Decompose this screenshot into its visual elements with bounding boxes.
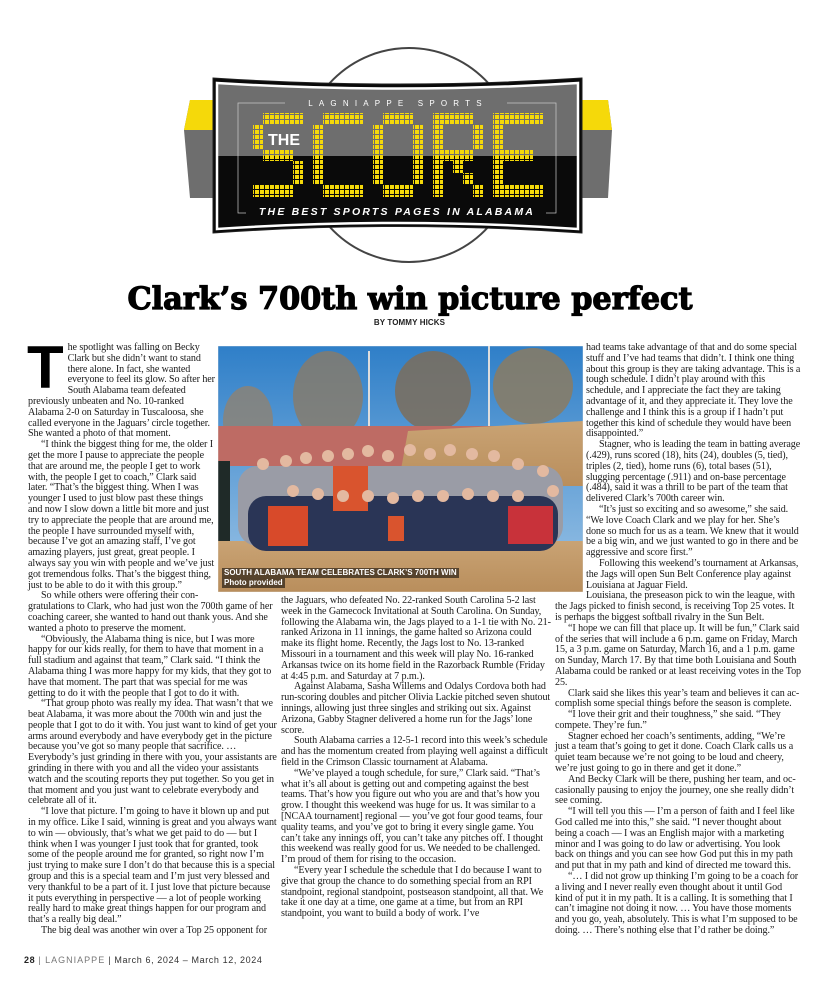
article-column-2 [281,596,551,920]
logo-score-pixel [393,113,403,125]
logo-score-pixel [413,137,423,149]
logo-score-pixel [313,125,323,137]
logo-score-pixel [413,125,423,137]
logo-score-pixel [273,113,283,125]
logo-score-pixel [383,185,393,197]
article-paragraph: Stagner echoed her coach’s sentiments, adding, “We’re just a team that’s going to get it done. Coach Clark calls us a quiet team because we’re not going to be loud and cheery, we’re just going to go in there and get it done.” [555,730,794,775]
logo-score-pixel [453,149,463,161]
logo-score-pixel [433,137,443,149]
logo-score-pixel [513,149,523,161]
logo-score-pixel [443,113,453,125]
logo-score-pixel [493,185,503,197]
logo-score-pixel [513,185,523,197]
logo-score-pixel [473,185,483,197]
logo-score-pixel [393,185,403,197]
logo-score-pixel [343,185,353,197]
logo-score-pixel [373,161,383,173]
article-paragraph: “We’ve played a tough schedule, for sure,” Clark said. “That’s what it’s all about is getting out and competing against the best teams. That’s how you figure out who you are and that’s how you grow. I thought this weekend was huge for us. It was similar to a [NCAA tournament] regional — you’ve got four good teams, four quality teams, and you’ve got to bring it every single game. You can’t take any innings off, you can’t take any pitches off. I thought this weekend was really good for us. We needed to be challenged. I’m proud of them for rising to the occasion. [281,767,544,866]
logo-score-pixel [293,113,303,125]
article-paragraph: “I love that picture. I’m going to have it blown up and put in my office. Like I said, winning is great and you always want to win — obviously, that’s what we get paid to do — but I think when I was younger I just took that for granted, took some of the people around me for granted, so right now I’m just trying to make sure I don’t do that because this is a special group and this is a special team and I’m just very blessed and very thankful to be a part of it. I just love that picture because it puts everything in perspective — a lot of people working really hard to make great things happen for our program and that’s a really big deal.” [28,806,277,926]
drop-cap: T [27,334,64,401]
logo-the-text: THE [268,132,300,149]
logo-score-pixel [273,185,283,197]
logo-score-pixel [503,185,513,197]
logo-score-pixel [283,185,293,197]
logo-score-pixel [433,185,443,197]
logo-score-pixel [523,149,533,161]
logo-score-pixel [373,149,383,161]
logo-score-pixel [353,185,363,197]
logo-score-pixel [353,113,363,125]
logo-score-pixel [433,149,443,161]
logo-score-pixel [403,185,413,197]
article-paragraph: “I think the biggest thing for me, the older I get the more I pause to appreciate the people that are around me, the people I get to work with, the people I get to coach,” Clark said later. “That’s the biggest thing. When I was younger I used to just blow past these things and now I slow down a little bit more and just try to appreciate the people that are around me, the people I have surrounded myself with, because I’ve got an amazing staff, I’ve got amazing players, just great, great people. I always say you win with people and we’ve just got tremendous folks. That’s the biggest thing, just to be able to do it with this group.” [28,439,215,591]
logo-score-pixel [413,161,423,173]
logo-score-pixel [473,125,483,137]
logo-score-pixel [493,173,503,185]
logo-score-pixel [473,137,483,149]
article-paragraph: “I will tell you this — I’m a person of faith and I feel like God called me into this,” she said. “I never thought about being a coach — I was an English major with a marketing minor and I was going to do law or advertising. You look back on things and you can see how God put this in my path and put that in my path and kind of directed me toward this. [555,806,795,872]
the-score-logo [180,20,640,270]
logo-score-pixel [463,173,473,185]
logo-score-pixel [453,113,463,125]
logo-score-pixel [493,113,503,125]
page-footer: 28 | LAGNIAPPE | March 6, 2024 – March 12, 2024 [24,955,263,965]
logo-score-pixel [433,125,443,137]
logo-score-pixel [523,113,533,125]
logo-score-pixel [293,161,303,173]
publication-name: LAGNIAPPE [45,955,106,965]
article-paragraph: Stagner, who is leading the team in batting average (.429), runs scored (18), hits (24), doubles (5, tied), triples (2, tied), home runs (6), total bases (51), slugging percentage (.911) and on-base percentage (.484), said it was a thrill to be part of the team that delivered Clark’s 700th career win. [586,439,801,505]
logo-score-pixel [283,113,293,125]
article-paragraph: had teams take advantage of that and do some special stuff and I’ve had teams that didn’t. I think one thing about this group is they are taking advantage. This is a tough schedule. I didn’t play around with this schedule, and I appreciate the fact they are taking advantage of it, and they appreciate it. They love the challenge and I think this is a group if I hadn’t put together this kind of schedule they would have been disappointed.” [586,342,801,440]
article-paragraph: the Jaguars, who defeated No. 22-ranked South Carolina 5-2 last week in the Gamecock Invitational at South Carolina. On Sunday, following the Alabama win, the Jags played to a 1-1 tie with No. 21-ranked Arizona in 11 innings, the game halted so Arizona could make its flight home. Recently, the Jags lost to No. 13-ranked Missouri in a tournament and this week will play No. 16-ranked Arkansas twice on its home field in the Razorback Rumble (Friday at 4:45 p.m. and Saturday at 7 p.m.). [281,595,551,682]
headline [110,276,710,320]
logo-score-pixel [263,113,273,125]
logo-score-pixel [533,185,543,197]
logo-score-pixel [493,137,503,149]
logo-score-pixel [463,113,473,125]
article-paragraph: “Every year I schedule the schedule that I do because I want to give that group the chance to do something special from an RPI standpoint, regional standpoint, postseason standpoint, all that. We take it one day at a time, one game at a time, but from an RPI standpoint, you want to build a body of work. I’ve [281,864,544,920]
photo-wrap-spacer [555,343,586,600]
article-paragraph: “Obviously, the Alabama thing is nice, but I was more happy for our kids really, for them to have that moment in a full stadium and against that team,” Clark said. “I think the Alabama thing I was more happy for my kids, that they got to have that moment. The part that was special for me was getting to do it with the people that I got to do it with. [28,633,272,699]
logo-score-pixel [463,149,473,161]
logo-score-pixel [253,137,263,149]
logo-score-pixel [433,161,443,173]
logo-score-pixel [313,149,323,161]
logo-top-line: LAGNIAPPE SPORTS [308,99,488,108]
logo-score-pixel [413,173,423,185]
logo-score-pixel [433,173,443,185]
logo-score-pixel [293,173,303,185]
article-paragraph: “It’s just so exciting and so awesome,” she said. “We love Coach Clark and we play for her. She’s done so much for us as a team. We knew that it would be a big win, and we just wanted to go in there and be aggressive and score first.” [586,503,799,559]
logo-score-pixel [533,113,543,125]
byline: BY TOMMY HICKS [373,318,446,327]
logo-score-pixel [253,185,263,197]
logo-score-pixel [453,161,463,173]
article-paragraph: The big deal was another win over a Top 25 opponent for [41,925,267,937]
article-paragraph: Louisiana, the preseason pick to win the league, with the Jags picked to finish second, is receiving Top 25 votes. It is perhaps the biggest softball rivalry in the Sun Belt. [555,590,795,623]
article-paragraph: “I love their grit and their toughness,” she said. “They compete. They’re fun.” [555,709,781,731]
article-column-3 [555,343,801,937]
article-paragraph: he spotlight was falling on Becky Clark but she didn’t want to stand there alone. In fact, she wanted everyone to feel its glow. So after her South Alabama team defeated previously unbeaten and No. 10-ranked Alabama 2-0 on Saturday in Tuscaloosa, she called everyone in the Jaguars’ circle together. She wanted a photo of that moment. [28,342,215,440]
logo-score-pixel [323,185,333,197]
logo-score-pixel [323,113,333,125]
article-paragraph: “That group photo was really my idea. That wasn’t that we beat Alabama, it was more about the 700th win and just the people that I got to do it with. You just want to kind of get your arms around everybody and have everybody get in the picture because you’ve got so many people that sacrifice. … Everybody’s just grinding in there with you, your assistants are grinding in there with you and all the video your assistants watch and the scouting reports they put together. So you get in that moment and you just want to celebrate everybody and celebrate all of it. [28,698,277,807]
issue-dates: March 6, 2024 – March 12, 2024 [114,955,263,965]
page-number: 28 [24,955,36,965]
logo-score-pixel [503,113,513,125]
photo-credit: Photo provided [224,578,283,587]
logo-score-pixel [373,137,383,149]
logo-score-pixel [433,113,443,125]
logo-score-pixel [373,173,383,185]
article-paragraph: “I hope we can fill that place up. It will be fun,” Clark said of the series that will include a 6 p.m. game on Friday, March 15, a 3 p.m. game on Saturday, March 16, and a 1 p.m. game on Sunday, March 17. By that time both Louisiana and South Alabama could be ranked or at least receiving votes in the Top 25. [555,622,802,688]
logo-score-pixel [343,113,353,125]
article-paragraph: Clark said she likes this year’s team and believes it can accomplish some special things before the season is complete. [555,687,800,710]
logo-score-pixel [493,125,503,137]
article-paragraph: Against Alabama, Sasha Willems and Odalys Cordova both had run-scoring doubles and pitcher Olivia Lackie pitched seven shutout innings, allowing just three singles and striking out six. Against Arizona, Gabby Stagner delivered a home run for the Jags’ lone score. [281,681,551,736]
logo-score-pixel [493,161,503,173]
logo-score-pixel [493,149,503,161]
logo-score-pixel [313,137,323,149]
logo-score-pixel [313,173,323,185]
logo-tagline: THE BEST SPORTS PAGES IN ALABAMA [258,206,536,218]
logo-score-pixel [333,185,343,197]
logo-score-pixel [263,185,273,197]
logo-score-pixel [313,161,323,173]
article-paragraph: Following this weekend’s tournament at Arkansas, the Jags will open Sun Belt Conference play against Louisiana at Jaguar Field. [586,557,799,591]
logo-score-pixel [523,185,533,197]
logo-score-pixel [413,149,423,161]
logo-score-pixel [373,125,383,137]
logo-score-pixel [253,125,263,137]
logo-score-pixel [503,149,513,161]
logo-score-pixel [283,149,293,161]
article-paragraph: So while others were offering their congratulations to Clark, who had just won the 700th game of her coaching career, she wanted to hand out thank yous. And she wanted a photo to preserve the moment. [28,590,273,634]
article-paragraph: South Alabama carries a 12-5-1 record into this week’s schedule and has the momentum created from playing well against a difficult field in the Crimson Classic tournament at Alabama. [281,735,548,768]
logo-score-pixel [443,149,453,161]
logo-score-pixel [273,149,283,161]
article-paragraph: “… I did not grow up thinking I’m going to be a coach for a living and I never really even thought about it until God kind of put it in my path. It is a calling. It is something that I can’t imagine not doing it now. … You have those moments and you go, yeah, absolutely. This is what I’m supposed to be doing. … There’s nothing else that I’d rather be doing.” [555,871,799,937]
logo-score-pixel [403,113,413,125]
article-paragraph: And Becky Clark will be there, pushing her team, and occasionally pausing to enjoy the journey, one she really didn’t see coming. [555,773,796,807]
photo-wrap-spacer [215,343,277,595]
article-column-1 [27,334,277,937]
logo-score-pixel [383,113,393,125]
headline-text: Clark’s 700th win picture perfect [127,281,694,317]
logo-score-pixel [513,113,523,125]
logo-score-pixel [333,113,343,125]
photo-caption-text: SOUTH ALABAMA TEAM CELEBRATES CLARK’S 700TH WIN [224,568,457,577]
logo-score-pixel [263,149,273,161]
